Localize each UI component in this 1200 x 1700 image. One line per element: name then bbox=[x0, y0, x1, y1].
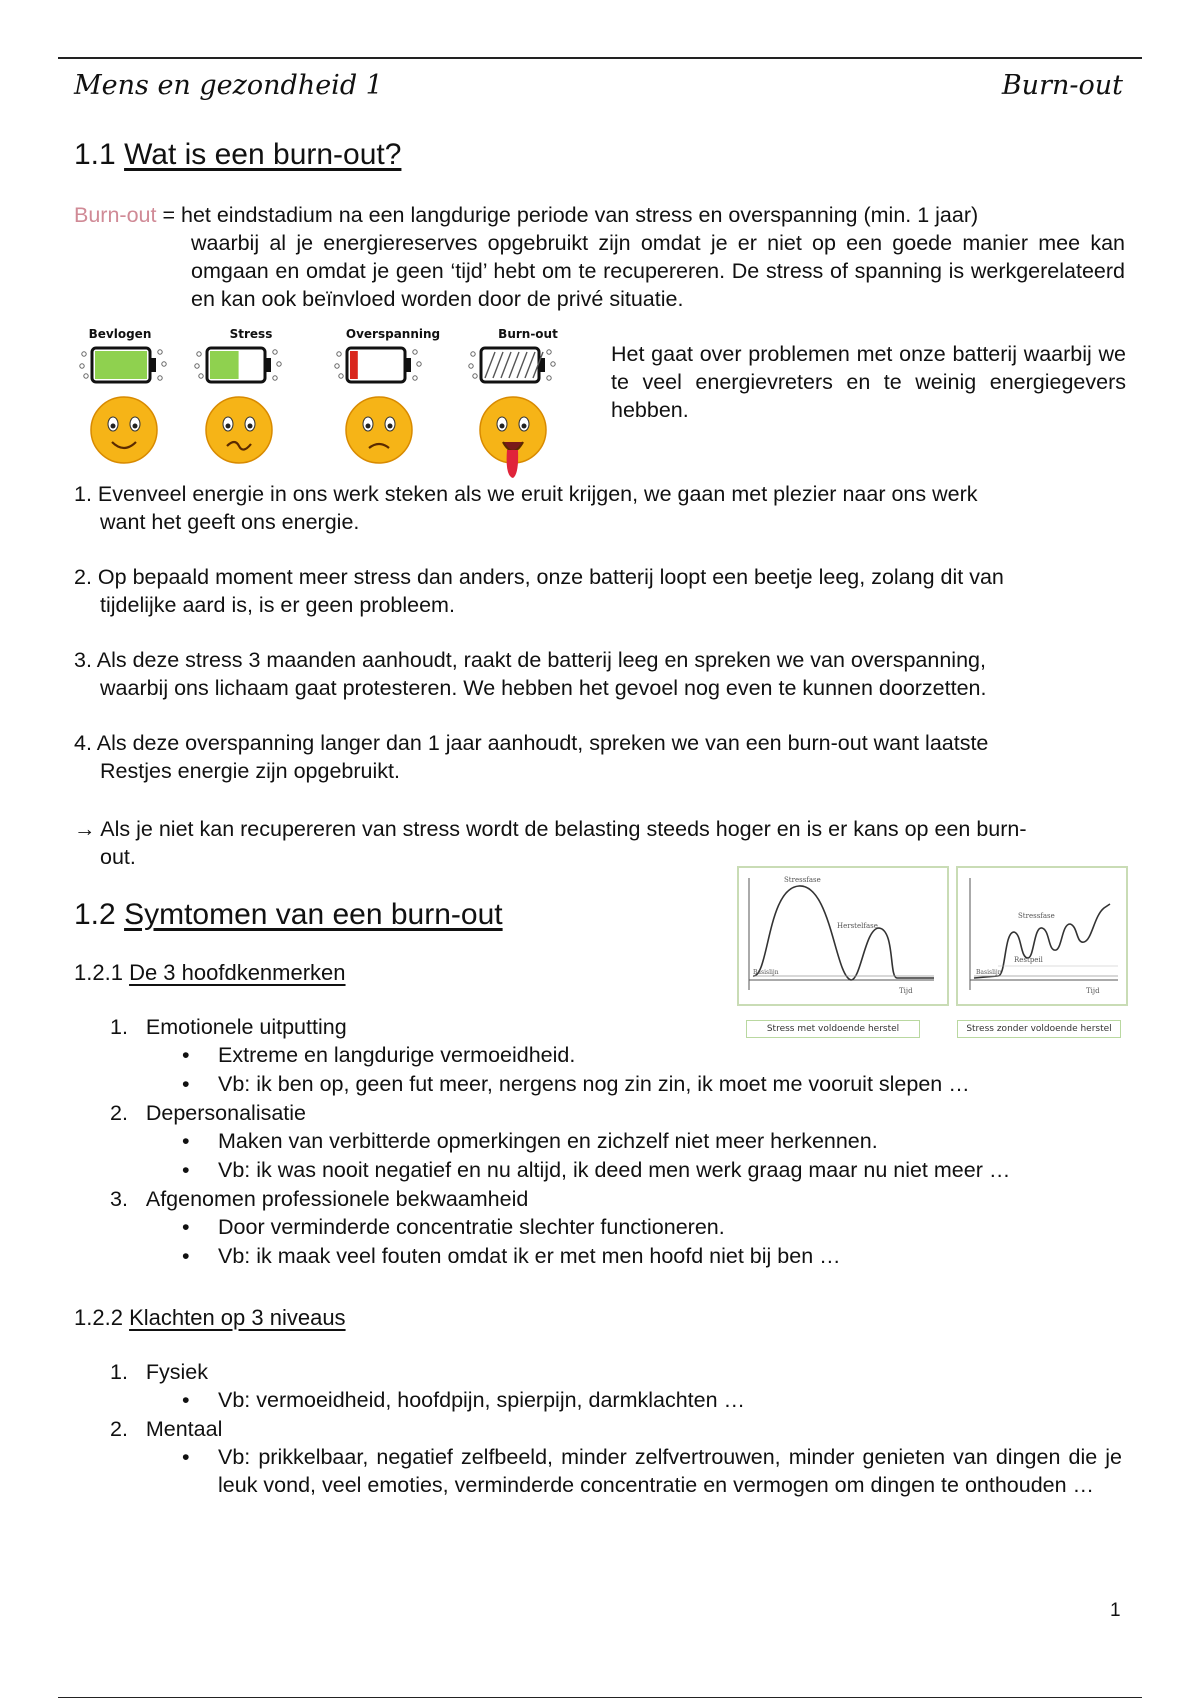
definition-body: waarbij al je energiereserves opgebruikt zijn omdat je er niet op een goede manier mee kan omgaan en omdat je geen ‘tijd’ hebt om te recupereren. De stress of spanning is werkgerelateerd en kan ook beïnvloed worden door de privé situatie. bbox=[191, 231, 1125, 311]
section-number: 1.1 bbox=[74, 138, 116, 171]
bullet-text: Vb: ik ben op, geen fut meer, nergens nog zin zin, ik moet me vooruit slepen … bbox=[218, 1072, 970, 1096]
bullet-dot-icon: • bbox=[182, 1388, 190, 1412]
bullet-text: Maken van verbitterde opmerkingen en zichzelf niet meer herkennen. bbox=[218, 1129, 878, 1153]
klacht-label: Fysiek bbox=[145, 1360, 208, 1384]
stage-line-2: tijdelijke aard is, is er geen probleem. bbox=[100, 593, 455, 617]
klacht-title bbox=[110, 1358, 1140, 1386]
conclusion-line-2: out. bbox=[100, 845, 136, 869]
bullet-text: Extreme en langdurige vermoeidheid. bbox=[218, 1043, 576, 1067]
subsection-title: Klachten op 3 niveaus bbox=[129, 1305, 346, 1330]
stage-number: 1. bbox=[74, 482, 92, 506]
section-title: Symtomen van een burn-out bbox=[124, 898, 503, 931]
kenmerk-number: 3. bbox=[110, 1187, 128, 1211]
definition-term: Burn-out bbox=[74, 203, 157, 227]
kenmerk-label: Afgenomen professionele bekwaamheid bbox=[145, 1187, 529, 1211]
stage-item bbox=[74, 646, 1134, 702]
stage-line-2: Restjes energie zijn opgebruikt. bbox=[100, 759, 400, 783]
stage-item bbox=[74, 729, 1134, 785]
worried-face-icon bbox=[206, 397, 272, 463]
battery-illustration bbox=[70, 338, 590, 478]
graph-label-recovery: Herstelfase bbox=[837, 922, 878, 930]
battery-label-1: Bevlogen bbox=[88, 327, 152, 341]
arrow-icon: → bbox=[74, 817, 96, 841]
battery-label-2: Stress bbox=[229, 327, 273, 341]
bullet-dot-icon: • bbox=[182, 1244, 190, 1268]
battery-half-icon bbox=[195, 348, 281, 382]
battery-empty-icon bbox=[469, 348, 555, 382]
graph-label-baseline: Basislijn bbox=[753, 969, 779, 976]
kenmerk-title bbox=[110, 1185, 1140, 1213]
kenmerk-title bbox=[110, 1013, 1140, 1041]
bullet-text: Vb: prikkelbaar, negatief zelfbeeld, minder zelfvertrouwen, minder genieten van dingen die je leuk vond, veel emoties, verminderde concentratie en vermogen om dingen te onthouden … bbox=[218, 1445, 1122, 1497]
bullet-text: Door verminderde concentratie slechter functioneren. bbox=[218, 1215, 725, 1239]
kenmerk-label: Emotionele uitputting bbox=[145, 1015, 347, 1039]
bullet-dot-icon: • bbox=[182, 1215, 190, 1239]
section-heading-2 bbox=[74, 898, 503, 932]
subsection-number: 1.2.1 bbox=[74, 960, 123, 985]
graph-label-time: Tijd bbox=[899, 987, 913, 995]
graph-with-recovery bbox=[737, 866, 949, 1006]
conclusion-line-1: Als je niet kan recupereren van stress wordt de belasting steeds hoger en is er kans op een burn- bbox=[100, 817, 1027, 841]
graph-label-baseline: Basislijn bbox=[976, 969, 1002, 976]
battery-label-4: Burn-out bbox=[498, 327, 558, 341]
kenmerk-number: 1. bbox=[110, 1015, 128, 1039]
graph-without-recovery bbox=[956, 866, 1128, 1006]
sad-face-icon bbox=[346, 397, 412, 463]
klacht-number: 2. bbox=[110, 1417, 128, 1441]
conclusion bbox=[74, 815, 1134, 871]
stage-item bbox=[74, 563, 1134, 619]
bullet-text: Vb: ik was nooit negatief en nu altijd, ik deed men werk graag maar nu niet meer … bbox=[218, 1158, 1011, 1182]
page-number: 1 bbox=[1110, 1600, 1121, 1621]
klacht-number: 1. bbox=[110, 1360, 128, 1384]
section-heading-1 bbox=[74, 138, 401, 172]
definition-head: = het eindstadium na een langdurige periode van stress en overspanning (min. 1 jaar) bbox=[162, 203, 979, 227]
kenmerk-label: Depersonalisatie bbox=[145, 1101, 307, 1125]
subheading-klachten bbox=[74, 1305, 346, 1331]
header-topic: Burn-out bbox=[1001, 70, 1123, 101]
stage-line-1: Evenveel energie in ons werk steken als we eruit krijgen, we gaan met plezier naar ons werk bbox=[97, 482, 978, 506]
bullet-dot-icon: • bbox=[182, 1129, 190, 1153]
stage-line-1: Als deze overspanning langer dan 1 jaar aanhoudt, spreken we van een burn-out want laatste bbox=[96, 731, 989, 755]
bullet-text: Vb: ik maak veel fouten omdat ik er met men hoofd niet bij ben … bbox=[218, 1244, 841, 1268]
bullet-dot-icon: • bbox=[182, 1043, 190, 1067]
laughing-face-icon bbox=[91, 397, 157, 463]
graph-caption-left: Stress met voldoende herstel bbox=[746, 1020, 920, 1038]
subsection-title: De 3 hoofdkenmerken bbox=[129, 960, 346, 985]
bullet-dot-icon: • bbox=[182, 1072, 190, 1096]
section-title: Wat is een burn-out? bbox=[124, 138, 402, 171]
stage-line-2: want het geeft ons energie. bbox=[100, 510, 360, 534]
top-rule bbox=[58, 57, 1142, 59]
bullet-dot-icon: • bbox=[182, 1158, 190, 1182]
stage-number: 3. bbox=[74, 648, 92, 672]
battery-text: Het gaat over problemen met onze batterij waarbij we te veel energievreters en te weinig energiegevers hebben. bbox=[611, 342, 1126, 422]
stage-item bbox=[74, 480, 1134, 536]
stage-line-2: waarbij ons lichaam gaat protesteren. We hebben het gevoel nog even te kunnen doorzetten. bbox=[100, 676, 987, 700]
stage-number: 2. bbox=[74, 565, 92, 589]
battery-low-icon bbox=[335, 348, 421, 382]
definition-first-line bbox=[74, 201, 1144, 229]
graph-label-rest: Restpeil bbox=[1014, 956, 1043, 964]
graph-label-stress: Stressfase bbox=[784, 876, 821, 884]
battery-label-3: Overspanning bbox=[345, 327, 441, 341]
stage-line-1: Als deze stress 3 maanden aanhoudt, raakt de batterij leeg en spreken we van overspanning, bbox=[96, 648, 986, 672]
klacht-title bbox=[110, 1415, 1140, 1443]
section-number: 1.2 bbox=[74, 898, 116, 931]
bullet-text: Vb: vermoeidheid, hoofdpijn, spierpijn, darmklachten … bbox=[218, 1388, 746, 1412]
graph-label-stress: Stressfase bbox=[1018, 912, 1055, 920]
graph-caption-right: Stress zonder voldoende herstel bbox=[957, 1020, 1121, 1038]
stage-number: 4. bbox=[74, 731, 92, 755]
stage-line-1: Op bepaald moment meer stress dan anders, onze batterij loopt een beetje leeg, zolang dit van bbox=[97, 565, 1004, 589]
header-course: Mens en gezondheid 1 bbox=[74, 70, 383, 101]
exhausted-face-icon bbox=[480, 397, 546, 478]
subheading-hoofdkenmerken bbox=[74, 960, 346, 986]
kenmerk-number: 2. bbox=[110, 1101, 128, 1125]
subsection-number: 1.2.2 bbox=[74, 1305, 123, 1330]
bottom-rule bbox=[58, 1697, 1142, 1698]
klacht-label: Mentaal bbox=[145, 1417, 223, 1441]
bullet-dot-icon: • bbox=[182, 1445, 190, 1469]
kenmerk-title bbox=[110, 1099, 1140, 1127]
graph-label-time: Tijd bbox=[1086, 987, 1100, 995]
battery-full-icon bbox=[80, 348, 166, 382]
